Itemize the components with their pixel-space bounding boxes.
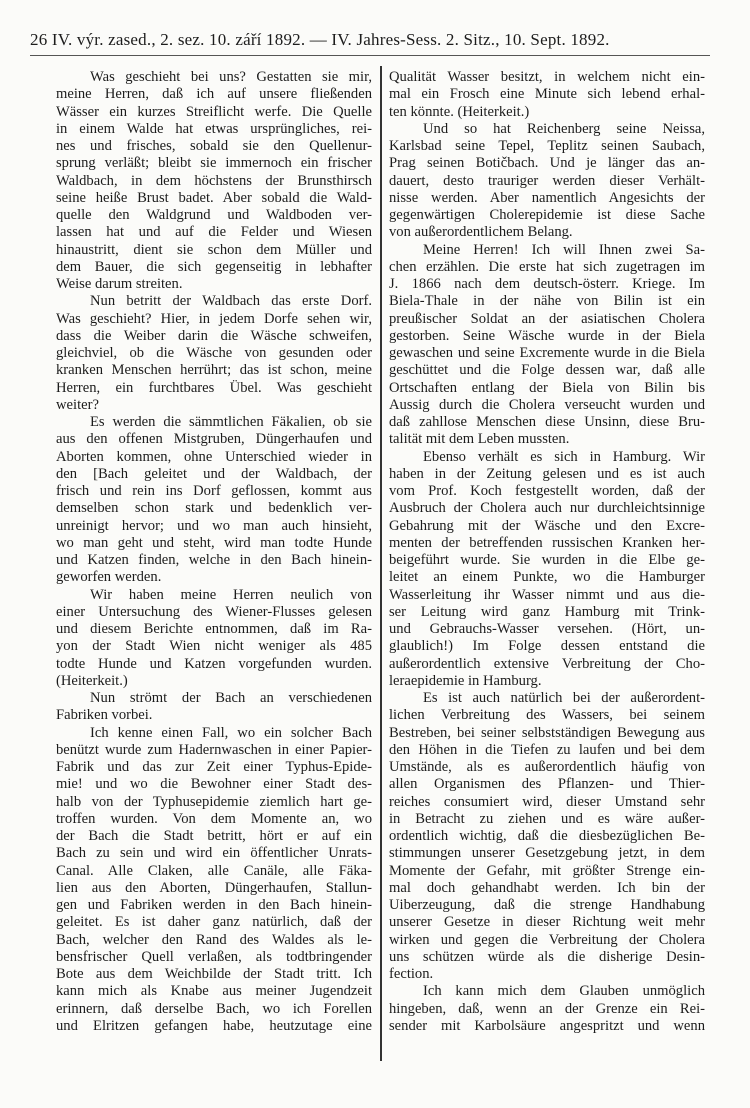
text-line: Bach, welcher den Rand des Waldes als le- <box>56 931 372 948</box>
text-line: Uiberzeugung, daß die strenge Handhabung <box>389 897 705 913</box>
text-line: Es werden die sämmtlichen Fäkalien, ob sie <box>90 414 372 430</box>
text-line: in Betracht zu ziehen und es wäre außer- <box>389 810 705 827</box>
text-line: wo man geht und steht, wird man todte Hunde <box>56 534 372 551</box>
text-line: quelle den Waldgrund und Waldboden ver- <box>56 207 372 223</box>
text-line: halb von der Typhusepidemie ziemlich hart ge- <box>56 793 372 810</box>
text-line: Fabriken vorbei. <box>56 707 153 724</box>
text-line: ordentlich wichtig, daß die diesbezüglichen Be- <box>389 828 705 844</box>
text-line: Prag seinen Botičbach. Und je länger das an- <box>389 155 705 172</box>
text-line: Was geschieht bei uns? Gestatten sie mir, <box>90 69 372 85</box>
text-line: stimmungen unserer Gesetzgebung jetzt, in dem <box>389 845 705 862</box>
text-line: ser Leitung wird ganz Hamburg mit Trink- <box>389 603 705 620</box>
text-line: Weise darum streiten. <box>56 276 183 292</box>
paragraph <box>56 293 372 414</box>
text-line: geleitet. Es ist daher ganz natürlich, daß der <box>56 914 372 931</box>
text-line: sender mit Karbolsäure angespritzt und wenn <box>389 1017 705 1034</box>
text-line: gestorben. Seine Wäsche wurde in der Biela <box>389 327 705 344</box>
text-line: mal doch gehandhabt werden. Ich bin der <box>389 879 705 896</box>
paragraph <box>56 690 372 725</box>
text-line: dass die Weiber darin die Wäsche schweifen, <box>56 327 372 344</box>
paragraph <box>56 69 372 293</box>
text-line: Canal. Alle Claken, alle Canäle, alle Fäka- <box>56 862 372 879</box>
paragraph <box>389 983 705 1035</box>
text-line: dauert, desto trauriger werden dieser Verhält- <box>389 172 705 189</box>
text-line: kann mich als Knabe aus meiner Jugendzeit <box>56 983 372 1000</box>
text-line: Umstände, als es außerordentlich häufig von <box>389 759 705 775</box>
text-line: von außerordentlichem Belang. <box>389 224 573 241</box>
text-line: Aborten kommen, ohne Unterschied wieder in <box>56 448 372 465</box>
text-line: gleichviel, ob die Wäsche von gesunden oder <box>56 345 372 361</box>
text-line: und Elritzen gefangen habe, heutzutage eine <box>56 1017 372 1034</box>
text-line: frisch und rein ins Dorf geflossen, kommt aus <box>56 483 372 499</box>
text-line: Herren, ein furchtbares Übel. Was geschieht <box>56 379 372 396</box>
text-line: Ich kenne einen Fall, wo ein solcher Bach <box>90 724 372 741</box>
text-line: hingeben, daß, wenn an der Grenze ein Rei- <box>389 1000 705 1017</box>
text-line: Wässer ein kurzes Streiflicht werfe. Die Quelle <box>56 103 372 120</box>
right-column <box>389 69 705 1035</box>
text-line: Ortschaften entlang der Biela von Bilin bis <box>389 379 705 396</box>
text-line: Ebenso verhält es sich in Hamburg. Wir <box>423 448 705 465</box>
text-line: nisse werden. Aber namentlich Angesichts der <box>389 189 705 206</box>
text-line: Aussig durch die Cholera verseucht wurden und <box>389 396 705 413</box>
text-line: der Bach die Stadt betritt, hört er auf ein <box>56 828 372 844</box>
left-column <box>56 69 372 1035</box>
text-line: und Katzen finden, welche in den Bach hinein- <box>56 552 372 568</box>
text-line: Fabrik und das zur Zeit einer Typhus-Epide- <box>56 759 372 775</box>
text-line: Qualität Wasser besitzt, in welchem nicht ein- <box>389 69 705 85</box>
paragraph <box>56 587 372 691</box>
text-line: und Gebrauchs-Wasser versehen. (Hört, un- <box>389 621 705 637</box>
text-line: mie! und wo die Bewohner einer Stadt des- <box>56 776 372 793</box>
text-line: dem Bauer, die sich gegenseitig in lebhafter <box>56 258 372 275</box>
text-line: nes und frisches, sobald sie den Quellenur- <box>56 138 372 154</box>
text-line: kranken Menschen herrührt; das ist schon, meine <box>56 362 372 379</box>
text-line: unreinigt hervor; und wo man auch hinsieht, <box>56 517 372 534</box>
paragraph <box>389 690 705 983</box>
text-line: fection. <box>389 966 434 982</box>
text-line: Momente der Gefahr, mit größter Strenge ein- <box>389 862 705 879</box>
text-line: erinnern, daß derselbe Bach, wo ich Forellen <box>56 1000 372 1017</box>
text-line: Bestreben, bei seiner selbstständigen Bewegung aus <box>389 724 705 741</box>
text-line: Es ist auch natürlich bei der außerordent- <box>423 690 705 706</box>
text-line: vom Prof. Koch festgestellt worden, daß der <box>389 483 705 499</box>
text-line: daß zahllose Menschen diese Unsinn, diese Bru- <box>389 414 705 430</box>
text-line: reiches consumiert wird, dieser Umstand sehr <box>389 793 705 810</box>
text-line: bensfrischer Quell verlaßen, als todtbringender <box>56 948 372 965</box>
text-line: beigeführt wurde. Sie wurden in die Elbe ge- <box>389 552 705 568</box>
text-line: preußischer Soldat an der asiatischen Cholera <box>389 310 705 327</box>
text-line: J. 1866 nach dem deutsch-österr. Kriege. Im <box>389 276 705 292</box>
text-line: Was geschieht? Hier, in jedem Dorfe sehen wir, <box>56 310 372 327</box>
text-line: den [Bach geleitet und der Waldbach, der <box>56 465 372 482</box>
text-line: lichen Verbreitung des Wassers, bei seinem <box>389 707 705 724</box>
text-line: sprung verläßt; bleibt sie immernoch ein frischer <box>56 155 372 172</box>
text-line: Wir haben meine Herren neulich von <box>90 586 372 603</box>
text-line: Ausbruch der Cholera auch nur durchleichtsinnige <box>389 500 705 517</box>
text-line: Bach zu sein und wird ein öffentlicher Unrats- <box>56 845 372 862</box>
text-line: Wasserleitung ihr Wasser nimmt und aus die- <box>389 586 705 603</box>
text-line: meine Herren, daß ich auf unsere fließenden <box>56 86 372 103</box>
text-line: gewaschen und seine Excremente wurde in die Biela <box>389 345 705 361</box>
text-line: wirken und gegen die Verbreitung der Cholera <box>389 931 705 948</box>
text-line: mal ein Frosch eine Minute sich lebend erhal- <box>389 86 705 103</box>
text-line: aus den offenen Mistgruben, Düngerhaufen und <box>56 431 372 448</box>
paragraph <box>56 414 372 587</box>
text-line: den Höhen in die Tiefen zu laufen und bei dem <box>389 741 705 758</box>
text-line: ten könnte. (Heiterkeit.) <box>389 103 530 120</box>
text-line: weiter? <box>56 396 99 413</box>
text-line: leitet an einem Punkte, wo die Hamburger <box>389 569 705 586</box>
text-line: hinaustritt, dient sie schon dem Müller und <box>56 241 372 258</box>
text-line: menten der betreffenden russischen Kranken her- <box>389 534 705 551</box>
text-line: yon der Stadt Wien nicht weniger als 485 <box>56 638 372 655</box>
text-line: gen und Fabriken werden in den Bach hinein- <box>56 897 372 913</box>
text-line: Nun strömt der Bach an verschiedenen <box>90 690 372 706</box>
paragraph <box>389 69 705 121</box>
text-line: Waldbach, in dem höchstens der Brunsthirsch <box>56 172 372 189</box>
text-line: troffen wurden. Von dem Momente an, wo <box>56 810 372 827</box>
text-line: Biela-Thale in der nähe von Bilin ist ein <box>389 293 705 310</box>
paragraph <box>56 725 372 1036</box>
paragraph <box>389 242 705 449</box>
text-line: chen erzählen. Die erste hat sich zugetragen im <box>389 258 705 275</box>
text-line: haben in der Zeitung gelesen und es ist auch <box>389 465 705 482</box>
text-line: (Heiterkeit.) <box>56 672 128 689</box>
text-line: benützt wurde zum Hadernwaschen in einer Papier- <box>56 741 372 758</box>
text-line: in einem Walde hat etwas ursprüngliches, rei- <box>56 120 372 137</box>
text-line: unserer Gesetze in dieser Richtung weit mehr <box>389 914 705 931</box>
text-line: demselben schon stark und bedenklich ver- <box>56 500 372 517</box>
text-line: leraepidemie in Hamburg. <box>389 672 542 689</box>
text-line: außerordentlich extensive Verbreitung der Cho- <box>389 655 705 672</box>
text-line: Karlsbad seine Tepel, Teplitz seinen Saubach, <box>389 138 705 154</box>
text-line: allen Organismen des Pflanzen- und Thier- <box>389 776 705 793</box>
text-line: Bote aus dem Weichbilde der Stadt tritt. Ich <box>56 966 372 982</box>
text-line: lien aus den Aborten, Düngerhaufen, Stallun- <box>56 879 372 896</box>
text-line: lassen hat und auf die Felder und Wiesen <box>56 224 372 241</box>
text-line: talität mit dem Leben mussten. <box>389 431 570 448</box>
page-header: 26 IV. výr. zased., 2. sez. 10. září 1892. — IV. Jahres-Sess. 2. Sitz., 10. Sept. 1892. <box>30 30 710 56</box>
text-line: uns schützen würde als die disherige Desin- <box>389 948 705 965</box>
text-line: Meine Herren! Ich will Ihnen zwei Sa- <box>423 241 705 258</box>
paragraph <box>389 121 705 242</box>
text-line: Ich kann mich dem Glauben unmöglich <box>423 983 705 1000</box>
paragraph <box>389 449 705 691</box>
text-line: einer Untersuchung des Wiener-Flusses gelesen <box>56 603 372 620</box>
text-line: gegenwärtigen Cholerepidemie ist diese Sache <box>389 207 705 223</box>
text-line: Nun betritt der Waldbach das erste Dorf. <box>90 293 372 310</box>
text-line: geschüttet und die Folge dessen war, daß alle <box>389 362 705 379</box>
column-divider <box>380 66 382 1061</box>
text-line: glaublich!) Im Folge dessen entstand die <box>389 638 705 655</box>
text-line: Und so hat Reichenberg seine Neissa, <box>423 120 705 137</box>
text-line: seine heiße Brust badet. Aber sobald die Wald- <box>56 189 372 206</box>
text-line: und diesem Berichte entnommen, daß im Ra- <box>56 621 372 637</box>
text-line: Gebahrung mit der Wäsche und den Excre- <box>389 517 705 534</box>
text-line: geworfen werden. <box>56 569 162 586</box>
text-line: todte Hunde und Katzen vorgefunden wurden. <box>56 655 372 672</box>
